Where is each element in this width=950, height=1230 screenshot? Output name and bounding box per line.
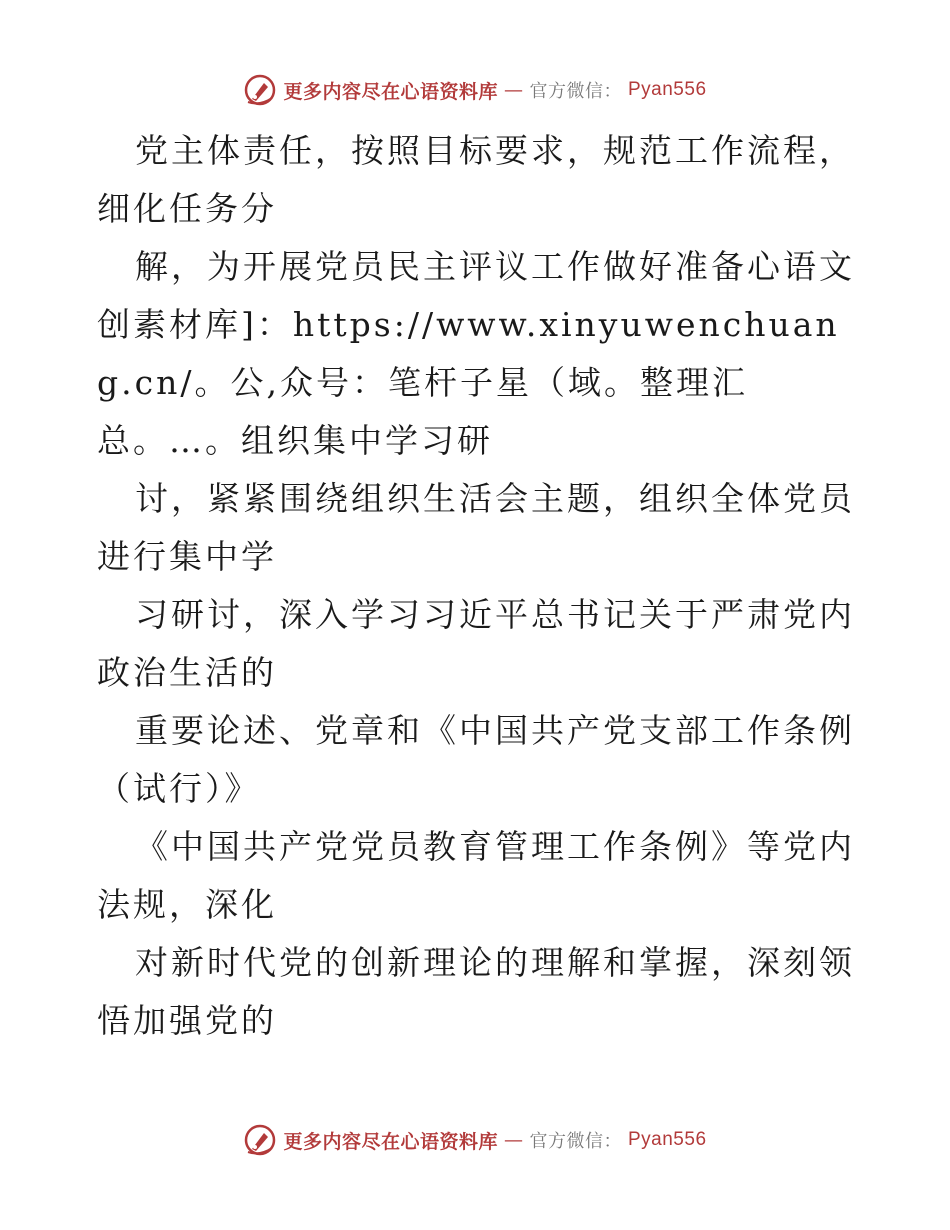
- pen-nib-logo-icon: [243, 1123, 277, 1157]
- body-paragraph: 党主体责任，按照目标要求，规范工作流程，细化任务分: [97, 131, 855, 228]
- footer-banner: [0, 1120, 950, 1160]
- pen-nib-logo-icon: [243, 73, 277, 107]
- footer-dash: —: [504, 1129, 524, 1151]
- header-dash: —: [504, 79, 524, 101]
- body-paragraph: 对新时代党的创新理论的理解和掌握，深刻领悟加强党的: [97, 943, 855, 1040]
- footer-wechat-label: 官方微信：: [529, 1131, 622, 1152]
- footer-brand-text: 更多内容尽在心语资料库: [283, 1130, 498, 1153]
- body-paragraph: 讨，紧紧围绕组织生活会主题，组织全体党员进行集中学: [97, 479, 855, 576]
- header-brand-text: 更多内容尽在心语资料库: [283, 80, 498, 103]
- body-paragraph: 重要论述、党章和《中国共产党支部工作条例（试行）》: [97, 711, 855, 808]
- header-banner: [0, 70, 950, 110]
- body-paragraph: 习研讨，深入学习习近平总书记关于严肃党内政治生活的: [97, 595, 855, 692]
- footer-wechat-account: Pyan556: [628, 1129, 707, 1150]
- body-paragraph: 《中国共产党党员教育管理工作条例》等党内法规，深化: [97, 827, 855, 924]
- body-paragraph: 解，为开展党员民主评议工作做好准备心语文创素材库]：https://www.xinyuwenchuang.cn/。公,众号：笔杆子星（域。整理汇总。…。组织集中学习研: [97, 247, 855, 460]
- header-wechat-label: 官方微信：: [529, 81, 622, 102]
- header-wechat-account: Pyan556: [628, 79, 707, 100]
- document-body: [97, 122, 857, 1050]
